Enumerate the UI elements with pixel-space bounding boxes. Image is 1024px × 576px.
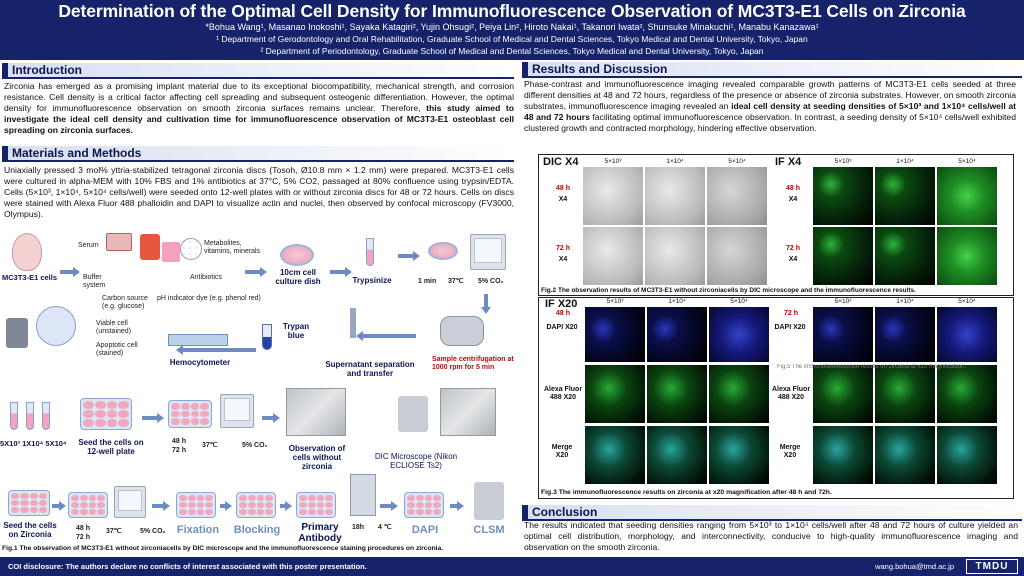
author-list: *Bohua Wang¹, Masanao Inokoshi¹, Sayaka Katagiri², Yujin Ohsugi², Peiya Lin², Hiroto Nakai¹, Takanori Iwata², Shunsuke Minakuchi¹, Manabu Kanazawa¹: [205, 22, 819, 32]
fig3-left-time: 48 h: [555, 310, 570, 317]
fig3-72h-alexa-1e4: [875, 365, 935, 423]
affiliation-1: ¹ Department of Gerodontology and Oral Rehabilitation, Graduate School of Medical and Dental Sciences, Tokyo Medical and Dental University, Tokyo, Japan: [216, 34, 808, 44]
fig2-dic-col-3: 5×10⁴: [728, 158, 746, 165]
fig2-if-row1-time: 48 h: [785, 185, 800, 192]
fig2-if-72h-5e3: [813, 227, 873, 285]
viable-cell-icon: [36, 306, 76, 346]
antibody-plate-icon: [296, 492, 336, 518]
fig3-48h-alexa-5e4: [709, 365, 769, 423]
fig3-left-row-merge: Merge X20: [551, 444, 573, 459]
trypan-tube-icon: [262, 324, 272, 350]
label-supernatant: Supernatant separation and transfer: [325, 360, 415, 378]
flask-icon: [162, 242, 180, 262]
fig3-72h-alexa-5e3: [813, 365, 873, 423]
fig2-dic-48h-1e4: [645, 167, 705, 225]
intro-text-plain: Zirconia has emerged as a promising implant material due to its exceptional biocompatibility, mechanical strength, and corrosion resistance. Cell density is a critical factor affecting cell spreading and subsequent osteogenic differentiation. However, the optimal density for immunofluorescence observation on smooth zirconia surfaces remains unclear. Therefore,: [4, 81, 514, 113]
label-dapi-time: 18h: [352, 524, 365, 531]
fig2-dic-row1-label: [543, 185, 583, 204]
label-fixation: Fixation: [176, 524, 220, 536]
incubator-icon: [470, 234, 506, 270]
arrow-left-1: [176, 346, 256, 354]
fig2-dic-72h-5e4: [707, 227, 767, 285]
fig3-left-col-3: 5×10⁴: [730, 298, 748, 305]
results-text-b: facilitating optimal immunofluorescence observation. In contrast, a seeding density of 5×10⁴ cells/well exhibited clustered growth and contracted morphology, hindering effective observation.: [524, 112, 1016, 133]
fig3-48h-dapi-1e4: [647, 307, 707, 362]
arrow-8: [152, 502, 170, 510]
fig3-72h-merge-5e4: [937, 426, 997, 484]
fig3-right-col-3: 5×10⁴: [958, 298, 976, 305]
fig3-72h-alexa-5e4: [937, 365, 997, 423]
fig2-if-row1-mag: X4: [788, 196, 798, 203]
label-dish: 10cm cell culture dish: [275, 268, 321, 286]
mouse-icon: [12, 233, 42, 271]
label-seed-plate: Seed the cells on 12-well plate: [78, 438, 144, 456]
label-dic: DIC Microscope (Nikon ECLIOSE Ts2): [374, 452, 458, 470]
arrow-left-2: [356, 332, 416, 340]
methods-heading: Materials and Methods: [2, 146, 514, 162]
incubator-3-icon: [114, 486, 146, 518]
fig3-left-row-dapi: DAPI X20: [546, 324, 578, 331]
arrow-3: [330, 268, 352, 276]
arrow-1: [60, 268, 80, 276]
results-text: [524, 79, 1016, 134]
fig3-box: [538, 297, 1014, 499]
pipette-icon: [350, 308, 356, 338]
fig3-right-row-merge: Merge X20: [779, 444, 801, 459]
fig3-48h-merge-5e3: [585, 426, 645, 484]
label-co2-2: 5% CO₂: [242, 442, 268, 449]
fig3-left-col-2: 1×10⁴: [668, 298, 686, 305]
results-text-bold: ideal cell density at seeding densities of 5×10³ and 1×10⁴ cells/well at 48 and 72 hours: [524, 101, 1016, 122]
fig2-if-row2-mag: X4: [788, 256, 798, 263]
observation-photo: [286, 388, 346, 436]
results-heading: Results and Discussion: [522, 62, 1022, 78]
fig2-if-72h-5e4: [937, 227, 997, 285]
fig2-dic-row1-mag: X4: [558, 196, 568, 203]
university-logo: TMDU: [966, 559, 1018, 574]
label-primary: Primary Antibody: [298, 522, 342, 544]
centrifuge-icon: [440, 316, 484, 346]
label-serum: Serum: [78, 242, 99, 249]
fig3-48h-alexa-1e4: [647, 365, 707, 423]
fig2-dic-row2-mag: X4: [558, 256, 568, 263]
conclusion-text: The results indicated that seeding densities ranging from 5×10³ to 1×10⁴ cells/well after 48 and 72 hours of culture yielded an optimal cell distribution, morphology, and interconnectivity, conducive to high-quality immunofluorescence imaging and observation on the smooth zirconia.: [524, 520, 1018, 552]
fig3-right-row-dapi: DAPI X20: [774, 324, 806, 331]
label-time2: 72 h: [172, 447, 187, 454]
fig3-right-col-2: 1×10⁴: [896, 298, 914, 305]
arrow-down-1: [482, 294, 490, 314]
results-text-a: Phase-contrast and immunofluorescence imaging revealed comparable growth patterns of MC3T3-E1 cells seeded at three different densities at 48 and 72 hours, regardless of the presence or absence of zirconia substrates. However, on smooth zirconia substrates, immunofluorescence imaging revealed an: [524, 79, 1016, 111]
fig3-48h-merge-1e4: [647, 426, 707, 484]
arrow-4: [398, 252, 420, 260]
fig3-ghost-caption: Fig.5 The immunofluorescence results on zirconia at x20 magnification.: [777, 364, 966, 370]
trypsin-tube-icon: [366, 238, 374, 266]
blocking-plate-icon: [236, 492, 276, 518]
plate-icon-3: [68, 492, 108, 518]
fig3-48h-dapi-5e4: [709, 307, 769, 362]
label-ph: pH indicator dye (e.g. phenol red): [157, 295, 261, 302]
arrow-2: [245, 268, 267, 276]
fig2-if-row2-label: [773, 245, 813, 264]
label-time4: 72 h: [76, 534, 91, 541]
dic-microscope-icon: [398, 396, 428, 432]
fig1-caption: Fig.1 The observation of MC3T3-E1 without zirconiacells by DIC microscope and the immunofluorescence staining procedures on zirconia.: [2, 545, 444, 552]
arrow-6: [262, 414, 280, 422]
label-temp3: 37℃: [106, 528, 122, 535]
fig2-if-title: IF X4: [775, 156, 802, 168]
arrow-9: [220, 502, 232, 510]
seed-tube-3-icon: [42, 402, 50, 430]
medium-bottle-icon: [140, 234, 160, 260]
methods-diagram: [0, 228, 516, 555]
label-buffer: Buffer system: [83, 274, 106, 289]
fig2-dic-col-2: 1×10⁴: [666, 158, 684, 165]
plate-icon-1: [80, 398, 132, 430]
plate-icon-2: [168, 400, 212, 428]
fig2-caption: Fig.2 The observation results of MC3T3-E1 without zirconiacells by DIC microscope and the immunofluorescence results.: [541, 287, 916, 294]
intro-text: [4, 81, 514, 136]
fig2-dic-row2-label: [543, 245, 583, 264]
fig2-if-48h-1e4: [875, 167, 935, 225]
conclusion-heading: Conclusion: [522, 505, 1022, 521]
label-co2: 5% CO₂: [478, 278, 504, 285]
label-dapi-temp: 4 ℃: [378, 524, 392, 531]
fixation-plate-icon: [176, 492, 216, 518]
label-densities: 5X10³ 1X10⁴ 5X10⁴: [0, 439, 67, 448]
fig2-dic-48h-5e3: [583, 167, 643, 225]
arrow-11: [380, 502, 398, 510]
fig3-left-col-1: 5×10³: [606, 298, 624, 305]
label-time3: 48 h: [76, 525, 91, 532]
label-cells: MC3T3-E1 cells: [2, 273, 58, 282]
label-temp2: 37℃: [202, 442, 218, 449]
zirconia-plate-icon: [8, 490, 50, 516]
fig2-dic-72h-1e4: [645, 227, 705, 285]
poster-header: [0, 0, 1024, 60]
fig2-if-col-2: 1×10⁴: [896, 158, 914, 165]
seed-tube-2-icon: [26, 402, 34, 430]
label-co2-3: 5% CO₂: [140, 528, 166, 535]
label-obs: Observation of cells without zirconia: [288, 444, 346, 471]
fig2-box: [538, 154, 1014, 296]
microscope-icon: [6, 318, 28, 348]
fig3-72h-merge-1e4: [875, 426, 935, 484]
label-carbon: Carbon source (e.g. glucose): [102, 295, 148, 310]
serum-tubes-icon: [106, 233, 132, 251]
fig3-title: IF X20: [545, 298, 578, 310]
fig2-dic-row1-time: 48 h: [555, 185, 570, 192]
arrow-5: [142, 414, 164, 422]
fig2-dic-title: DIC X4: [543, 156, 579, 168]
fig3-48h-alexa-5e3: [585, 365, 645, 423]
label-antibiotics: Antibiotics: [190, 274, 222, 281]
intro-text-bold: this study aimed to investigate the ideal cell density and cultivation time for immunofluorescence observation of MC3T3-E1 osteoblast cell spreading on zirconia surfaces.: [4, 103, 514, 135]
fig3-right-time: 72 h: [783, 310, 798, 317]
hemocytometer-icon: [168, 334, 228, 346]
label-trypsinize: Trypsinize: [352, 276, 392, 285]
fig2-if-row2-time: 72 h: [785, 245, 800, 252]
fig2-dic-col-1: 5×10³: [604, 158, 622, 165]
label-clsm: CLSM: [473, 524, 505, 536]
fig2-if-col-3: 5×10⁴: [958, 158, 976, 165]
seed-tube-1-icon: [10, 402, 18, 430]
fig2-if-72h-1e4: [875, 227, 935, 285]
fig2-if-48h-5e4: [937, 167, 997, 225]
intro-heading: Introduction: [2, 63, 514, 79]
label-seed-zirconia: Seed the cells on Zirconia: [3, 521, 57, 539]
fig3-72h-dapi-5e4: [937, 307, 997, 362]
dic-image-photo: [440, 388, 496, 436]
trypsin-dish-icon: [428, 242, 458, 260]
fig2-if-row1-label: [773, 185, 813, 204]
fig3-left-row-alexa: Alexa Fluor 488 X20: [543, 386, 583, 401]
fig2-if-48h-5e3: [813, 167, 873, 225]
label-metabolites: Metabolites, vitamins, minerals: [204, 240, 261, 255]
coi-disclosure: COI disclosure: The authors declare no conflicts of interest associated with this poster presentation.: [8, 562, 367, 571]
fig3-right-row-alexa: Alexa Fluor 488 X20: [771, 386, 811, 401]
incubator-2-icon: [220, 394, 254, 428]
fig3-48h-merge-5e4: [709, 426, 769, 484]
arrow-12: [450, 502, 464, 510]
fig2-dic-row2-time: 72 h: [555, 245, 570, 252]
label-min: 1 min: [418, 278, 437, 285]
fridge-icon: [350, 474, 376, 516]
methods-text: Uniaxially pressed 3 mol% yttria-stabilized tetragonal zirconia discs (Tosoh, Ø10.8 mm × 1.2 mm) were prepared. MC3T3-E1 cells were cultured in alpha-MEM with 10% FBS and 1% antibiotics at 37°C, 5% CO2, passaged at 80% confluence using trypsin/EDTA. Cells (5×10³, 1×10⁴, 5×10⁴ cells/well) were seeded onto 12-well plates with or without zirconia discs for 48 or 72 hours. Cells on discs were stained with Alexa Fluor 488 phalloidin and DAPI to visualize actin and nuclei, then observed by confocal microscopy (FV3000, Olympus).: [4, 165, 514, 219]
label-dapi: DAPI: [411, 524, 439, 536]
fig2-dic-48h-5e4: [707, 167, 767, 225]
arrow-7: [52, 502, 66, 510]
fig3-right-col-1: 5×10³: [834, 298, 852, 305]
fig3-72h-merge-5e3: [813, 426, 873, 484]
fig3-48h-dapi-5e3: [585, 307, 645, 362]
dapi-plate-icon: [404, 492, 444, 518]
fig3-72h-dapi-1e4: [875, 307, 935, 362]
fig3-72h-dapi-5e3: [813, 307, 873, 362]
fig2-dic-72h-5e3: [583, 227, 643, 285]
arrow-10: [280, 502, 292, 510]
poster-title: Determination of the Optimal Cell Density for Immunofluorescence Observation of MC3T3-E1 Cells on Zirconia: [58, 1, 966, 21]
clsm-microscope-icon: [474, 482, 504, 520]
label-viable: Viable cell (unstained): [96, 320, 132, 335]
label-centrifugation: Sample centrifugation at 1000 rpm for 5 min: [432, 356, 514, 371]
label-hemocytometer: Hemocytometer: [169, 358, 231, 367]
label-apoptotic: Apoptotic cell (stained): [96, 342, 138, 357]
affiliation-2: ² Department of Periodontology, Graduate School of Medical and Dental Sciences, Tokyo Medical and Dental University, Tokyo, Japan: [260, 46, 764, 56]
label-trypan: Trypan blue: [282, 322, 310, 340]
dots-icon: [180, 238, 202, 260]
label-temp: 37℃: [448, 278, 464, 285]
fig3-caption: Fig.3 The immunofluorescence results on zirconia at x20 magnification after 48 h and 72h.: [541, 489, 832, 496]
label-blocking: Blocking: [233, 524, 281, 536]
culture-dish-icon: [280, 244, 314, 266]
label-time1: 48 h: [172, 438, 187, 445]
contact-email: wang.bohua@tmd.ac.jp: [875, 562, 954, 571]
poster-footer: [0, 557, 1024, 576]
fig2-if-col-1: 5×10³: [834, 158, 852, 165]
